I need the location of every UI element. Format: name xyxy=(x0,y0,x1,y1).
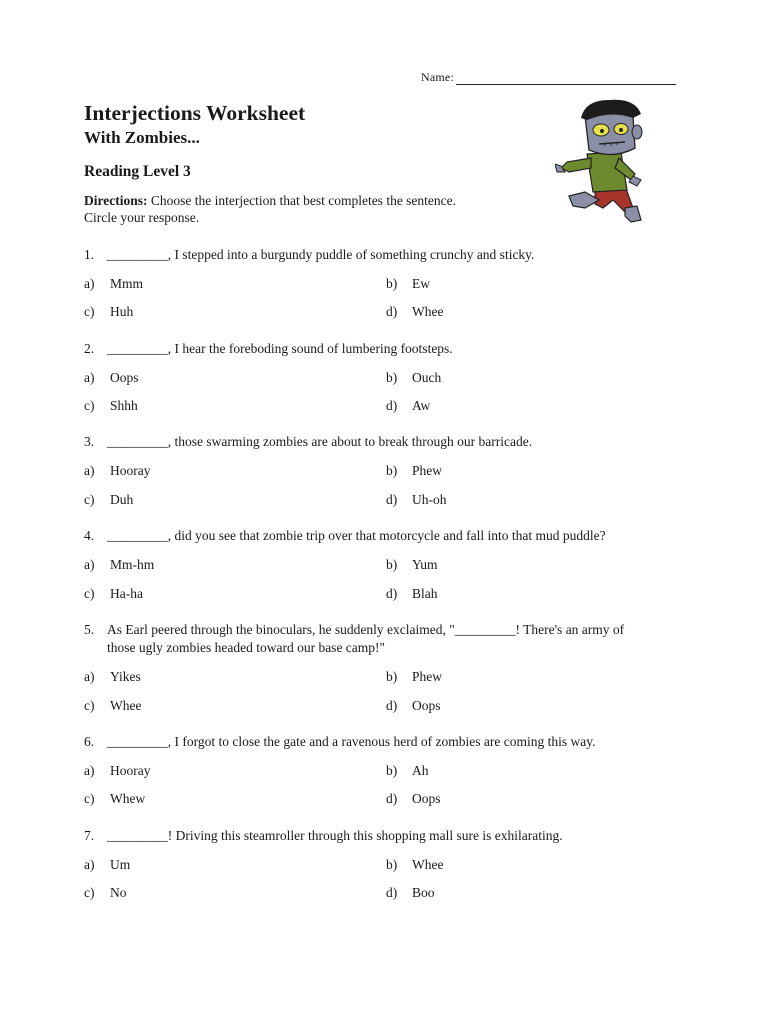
name-field xyxy=(421,70,676,85)
reading-level: Reading Level 3 xyxy=(84,163,191,180)
option-text: Ha-ha xyxy=(110,586,143,601)
option-text: Oops xyxy=(412,791,441,806)
option-text: Ew xyxy=(412,276,430,291)
question-number: 1. xyxy=(84,247,95,262)
option-letter: b) xyxy=(386,557,398,572)
question-text-line1: As Earl peered through the binoculars, he suddenly exclaimed, "_________! There's an army of xyxy=(107,622,625,637)
option-letter: d) xyxy=(386,492,398,507)
question-number: 5. xyxy=(84,622,95,637)
question-text: _________! Driving this steamroller through this shopping mall sure is exhilarating. xyxy=(107,828,563,843)
option-text: Oops xyxy=(110,370,139,385)
option-letter: d) xyxy=(386,698,398,713)
option-3b[interactable] xyxy=(386,463,442,479)
option-letter: a) xyxy=(84,763,95,778)
option-5d[interactable] xyxy=(386,698,441,714)
question-2 xyxy=(84,340,684,358)
option-text: Yum xyxy=(412,557,438,572)
question-4 xyxy=(84,527,684,545)
name-label: Name: xyxy=(421,70,454,84)
option-letter: a) xyxy=(84,557,95,572)
zombie-illustration xyxy=(555,96,670,231)
option-2d[interactable] xyxy=(386,398,430,414)
option-text: Hooray xyxy=(110,463,151,478)
option-5b[interactable] xyxy=(386,669,442,685)
option-letter: c) xyxy=(84,698,95,713)
option-letter: c) xyxy=(84,885,95,900)
option-letter: d) xyxy=(386,304,398,319)
option-letter: d) xyxy=(386,586,398,601)
option-text: Phew xyxy=(412,669,442,684)
option-3d[interactable] xyxy=(386,492,447,508)
option-1b[interactable] xyxy=(386,276,430,292)
option-1a[interactable] xyxy=(84,276,143,292)
question-number: 2. xyxy=(84,341,95,356)
option-1d[interactable] xyxy=(386,304,443,320)
option-letter: a) xyxy=(84,276,95,291)
option-letter: a) xyxy=(84,669,95,684)
question-1 xyxy=(84,246,684,264)
option-letter: c) xyxy=(84,492,95,507)
option-letter: d) xyxy=(386,885,398,900)
question-3 xyxy=(84,433,684,451)
question-text-line2: those ugly zombies headed toward our base camp!" xyxy=(107,640,386,655)
directions-line1: Choose the interjection that best completes the sentence. xyxy=(150,193,457,208)
option-text: Um xyxy=(110,857,131,872)
option-text: Yikes xyxy=(110,669,141,684)
worksheet-subtitle: With Zombies... xyxy=(84,128,200,147)
worksheet-title: Interjections Worksheet xyxy=(84,101,306,125)
option-letter: a) xyxy=(84,463,95,478)
option-text: Mmm xyxy=(110,276,144,291)
option-4d[interactable] xyxy=(386,586,438,602)
option-text: No xyxy=(110,885,127,900)
option-text: Ouch xyxy=(412,370,442,385)
option-4a[interactable] xyxy=(84,557,154,573)
option-3c[interactable] xyxy=(84,492,133,508)
option-text: Huh xyxy=(110,304,134,319)
option-letter: c) xyxy=(84,398,95,413)
option-letter: a) xyxy=(84,370,95,385)
option-5c[interactable] xyxy=(84,698,141,714)
question-7 xyxy=(84,827,684,845)
option-letter: b) xyxy=(386,763,398,778)
option-text: Oops xyxy=(412,698,441,713)
option-letter: d) xyxy=(386,398,398,413)
option-text: Uh-oh xyxy=(412,492,447,507)
option-letter: a) xyxy=(84,857,95,872)
option-text: Whee xyxy=(110,698,142,713)
option-7c[interactable] xyxy=(84,885,127,901)
option-text: Duh xyxy=(110,492,134,507)
option-2a[interactable] xyxy=(84,370,139,386)
option-6c[interactable] xyxy=(84,791,145,807)
option-1c[interactable] xyxy=(84,304,133,320)
option-letter: b) xyxy=(386,857,398,872)
option-2c[interactable] xyxy=(84,398,138,414)
option-6b[interactable] xyxy=(386,763,429,779)
option-letter: c) xyxy=(84,791,95,806)
option-2b[interactable] xyxy=(386,370,441,386)
option-letter: b) xyxy=(386,669,398,684)
question-text: _________, I forgot to close the gate and a ravenous herd of zombies are coming this way. xyxy=(107,734,596,749)
question-number: 4. xyxy=(84,528,95,543)
option-text: Aw xyxy=(412,398,431,413)
option-letter: d) xyxy=(386,791,398,806)
option-3a[interactable] xyxy=(84,463,151,479)
option-text: Blah xyxy=(412,586,438,601)
option-text: Hooray xyxy=(110,763,151,778)
question-number: 3. xyxy=(84,434,95,449)
question-text: _________, those swarming zombies are about to break through our barricade. xyxy=(107,434,533,449)
option-text: Whee xyxy=(412,857,444,872)
question-number: 7. xyxy=(84,828,95,843)
directions xyxy=(84,192,524,226)
option-letter: b) xyxy=(386,463,398,478)
option-7b[interactable] xyxy=(386,857,443,873)
option-text: Mm-hm xyxy=(110,557,155,572)
option-text: Boo xyxy=(412,885,435,900)
question-6 xyxy=(84,733,684,751)
name-blank-line[interactable] xyxy=(456,72,676,85)
option-text: Shhh xyxy=(110,398,138,413)
question-number: 6. xyxy=(84,734,95,749)
option-letter: b) xyxy=(386,370,398,385)
option-6d[interactable] xyxy=(386,791,441,807)
option-4b[interactable] xyxy=(386,557,438,573)
option-5a[interactable] xyxy=(84,669,141,685)
question-text: _________, did you see that zombie trip over that motorcycle and fall into that mud puddle? xyxy=(107,528,606,543)
question-text: _________, I stepped into a burgundy puddle of something crunchy and sticky. xyxy=(107,247,535,262)
option-letter: b) xyxy=(386,276,398,291)
option-4c[interactable] xyxy=(84,586,143,602)
option-6a[interactable] xyxy=(84,763,151,779)
option-7d[interactable] xyxy=(386,885,435,901)
option-text: Phew xyxy=(412,463,442,478)
question-text: _________, I hear the foreboding sound of lumbering footsteps. xyxy=(107,341,453,356)
directions-label: Directions: xyxy=(84,193,148,208)
option-letter: c) xyxy=(84,304,95,319)
question-5 xyxy=(84,621,684,657)
option-letter: c) xyxy=(84,586,95,601)
option-7a[interactable] xyxy=(84,857,130,873)
option-text: Whew xyxy=(110,791,146,806)
option-text: Ah xyxy=(412,763,429,778)
directions-line2: Circle your response. xyxy=(84,210,200,225)
option-text: Whee xyxy=(412,304,444,319)
